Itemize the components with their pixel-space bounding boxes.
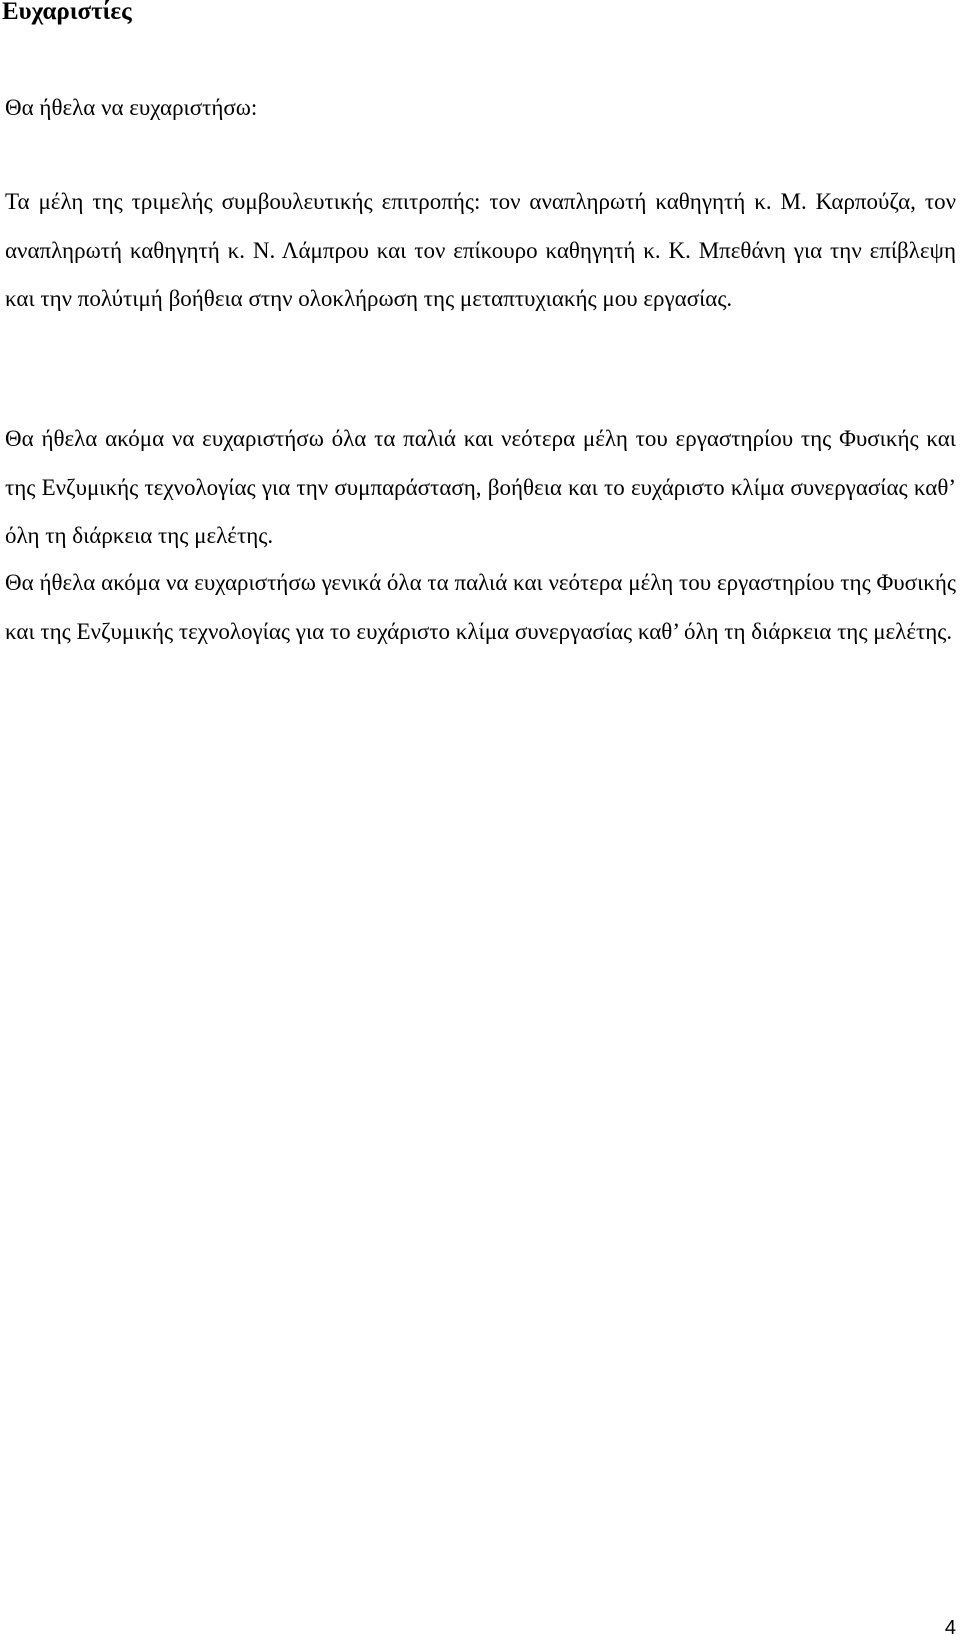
paragraph-committee-thanks: Τα μέλη της τριμελής συμβουλευτικής επιτροπής: τον αναπληρωτή καθηγητή κ. Μ. Καρπούζα, τον αναπληρωτή καθηγητή κ. Ν. Λάμπρου και τον επίκουρο καθηγητή κ. Κ. Μπεθάνη για την επίβλεψη και την πολύτιμή βοήθεια στην ολοκλήρωση της μεταπτυχιακής μου εργασίας. bbox=[5, 189, 956, 311]
paragraph-lab-members-thanks: Θα ήθελα ακόμα να ευχαριστήσω όλα τα παλιά και νεότερα μέλη του εργαστηρίου της Φυσικής και της Ενζυμικής τεχνολογίας για την συμπαράσταση, βοήθεια και το ευχάριστο κλίμα συνεργασίας καθ’ όλη τη διάρκεια της μελέτης. bbox=[5, 426, 956, 548]
page-number: 4 bbox=[944, 1617, 956, 1639]
page-title: Ευχαριστίες bbox=[2, 0, 132, 25]
paragraph-general-thanks: Θα ήθελα ακόμα να ευχαριστήσω γενικά όλα τα παλιά και νεότερα μέλη του εργαστηρίου της Φυσικής και της Ενζυμικής τεχνολογίας για το ευχάριστο κλίμα συνεργασίας καθ’ όλη τη διάρκεια της μελέτης. bbox=[5, 570, 956, 644]
intro-line: Θα ήθελα να ευχαριστήσω: bbox=[5, 95, 258, 120]
